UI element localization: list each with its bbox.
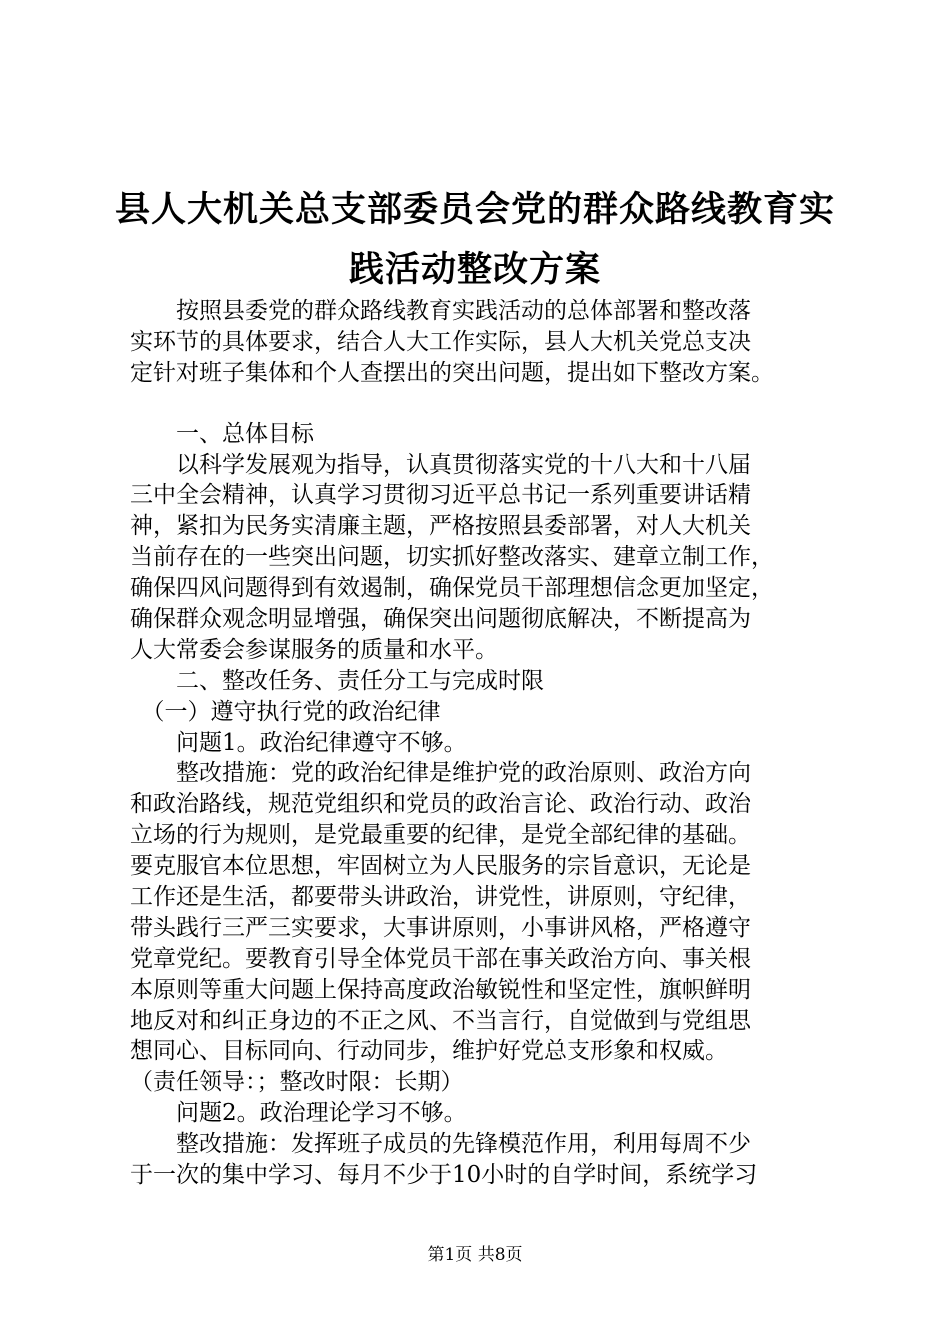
- body-line: 定针对班子集体和个人查摆出的突出问题，提出如下整改方案。: [130, 359, 774, 386]
- body-line: 本原则等重大问题上保持高度政治敏锐性和坚定性，旗帜鲜明: [130, 976, 751, 1003]
- body-line: 要克服官本位思想，牢固树立为人民服务的宗旨意识，无论是: [130, 853, 751, 880]
- document-title-line-2: 践活动整改方案: [348, 249, 601, 290]
- body-line: 确保群众观念明显增强，确保突出问题彻底解决，不断提高为: [130, 606, 751, 633]
- body-line: 党章党纪。要教育引导全体党员干部在事关政治方向、事关根: [130, 945, 751, 972]
- body-line: 人大常委会参谋服务的质量和水平。: [130, 636, 498, 663]
- body-line: 问题1。政治纪律遵守不够。: [130, 729, 467, 756]
- subsection-heading: （一）遵守执行党的政治纪律: [130, 698, 441, 725]
- body-line: 实环节的具体要求，结合人大工作实际，县人大机关党总支决: [130, 328, 751, 355]
- body-line: 带头践行三严三实要求，大事讲原则，小事讲风格，严格遵守: [130, 914, 751, 941]
- body-line: 神，紧扣为民务实清廉主题，严格按照县委部署，对人大机关: [130, 513, 751, 540]
- section-heading: 一、总体目标: [130, 420, 314, 447]
- paragraph-gap: [130, 389, 842, 419]
- body-line: 按照县委党的群众路线教育实践活动的总体部署和整改落: [130, 298, 751, 324]
- body-line: 地反对和纠正身边的不正之风、不当言行，自觉做到与党组思: [130, 1007, 751, 1034]
- body-line: 问题2。政治理论学习不够。: [130, 1100, 467, 1127]
- body-line: 工作还是生活，都要带头讲政治，讲党性，讲原则，守纪律，: [130, 884, 751, 911]
- body-line: 立场的行为规则，是党最重要的纪律，是党全部纪律的基础。: [130, 822, 751, 849]
- page-number-footer: 第1页 共8页: [427, 1245, 523, 1265]
- body-line: 和政治路线，规范党组织和党员的政治言论、政治行动、政治: [130, 791, 751, 818]
- body-line: （责任领导：；整改时限：长期）: [130, 1069, 464, 1096]
- body-line: 整改措施：发挥班子成员的先锋模范作用，利用每周不少: [130, 1131, 751, 1158]
- body-line: 想同心、目标同向、行动同步，维护好党总支形象和权威。: [130, 1038, 728, 1065]
- document-title-line-1: 县人大机关总支部委员会党的群众路线教育实: [114, 189, 835, 230]
- section-heading: 二、整改任务、责任分工与完成时限: [130, 667, 544, 694]
- body-line: 整改措施：党的政治纪律是维护党的政治原则、政治方向: [130, 760, 751, 787]
- body-line: 确保四风问题得到有效遏制，确保党员干部理想信念更加坚定，: [130, 575, 774, 602]
- body-line: 三中全会精神，认真学习贯彻习近平总书记一系列重要讲话精: [130, 482, 751, 509]
- body-line: 于一次的集中学习、每月不少于10小时的自学时间，系统学习: [130, 1162, 758, 1189]
- body-line: 当前存在的一些突出问题，切实抓好整改落实、建章立制工作，: [130, 544, 774, 571]
- document-body: [130, 296, 842, 1191]
- body-line: 以科学发展观为指导，认真贯彻落实党的十八大和十八届: [130, 451, 751, 478]
